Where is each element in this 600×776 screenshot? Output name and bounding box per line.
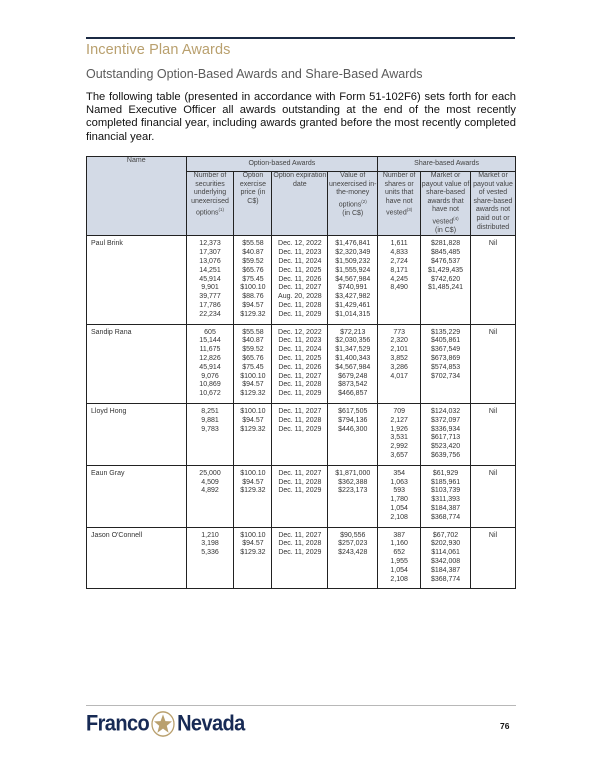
header-column-label: Number of shares or units that have not vested [382,172,416,217]
footnote-marker: (2) [361,198,367,204]
cell-value: Dec. 11, 2026 [278,363,322,371]
awards-table [86,156,516,589]
cell-value: $446,300 [338,425,368,433]
cell-value: Aug. 20, 2028 [278,293,322,301]
cell-value: Dec. 11, 2024 [278,258,322,266]
cell-value: Dec. 12, 2022 [278,240,322,248]
cell-value: $336,934 [430,425,461,433]
cell-value: $103,739 [430,487,461,495]
cell-unvested-value [421,527,471,589]
cell-value: $75.45 [242,363,264,371]
cell-value: $100.10 [240,531,266,539]
cell-value: Dec. 11, 2029 [278,549,322,557]
cell-value: $1,555,924 [335,266,371,274]
cell-value: Dec. 11, 2027 [278,469,322,477]
cell-value: 8,251 [201,408,219,416]
section-subheading: Outstanding Option-Based Awards and Share-Based Awards [86,67,423,81]
cell-value: 1,160 [390,540,408,548]
cell-value: $55.58 [242,240,264,248]
executive-name: Paul Brink [87,236,187,324]
cell-vested-value: Nil [471,465,516,527]
cell-value: $100.10 [240,408,266,416]
cell-value: 4,892 [201,487,219,495]
cell-unvested-value [421,465,471,527]
cell-value: $59.52 [242,258,264,266]
cell-value: $2,320,349 [335,249,371,257]
cell-value: 1,063 [390,478,408,486]
header-column-label: Number of securities underlying unexercised options [191,172,229,217]
header-column-unit: (in C$) [342,209,364,217]
star-icon [151,711,175,737]
logo-text-right: Nevada [177,711,245,736]
cell-value: Dec. 11, 2029 [278,487,322,495]
cell-value: $742,620 [430,275,461,283]
cell-value: 387 [393,531,405,539]
cell-value: Dec. 11, 2025 [278,266,322,274]
cell-value: 2,992 [390,443,408,451]
cell-value: 1,955 [390,557,408,565]
cell-value: Dec. 11, 2026 [278,275,322,283]
cell-expiry [272,324,328,403]
cell-value: $523,420 [430,443,461,451]
cell-value: 605 [204,328,216,336]
cell-value: Dec. 11, 2027 [278,372,322,380]
cell-value: 17,307 [199,249,221,257]
table-body [87,236,516,589]
cell-option-value [328,527,378,589]
cell-vested-value: Nil [471,527,516,589]
cell-expiry [272,527,328,589]
cell-value: 1,054 [390,566,408,574]
cell-value: $243,428 [338,549,368,557]
cell-value: $873,542 [338,381,368,389]
cell-value: 5,336 [201,549,219,557]
cell-value: $4,567,984 [335,275,371,283]
cell-value: Dec. 11, 2029 [278,390,322,398]
cell-value: 3,657 [390,452,408,460]
cell-value: $342,008 [430,557,461,565]
cell-value: Dec. 11, 2029 [278,310,322,318]
footnote-marker: (3) [406,207,413,213]
cell-unvested-shares [378,236,421,324]
header-share-group: Share-based Awards [378,157,516,172]
cell-value: Dec. 11, 2025 [278,355,322,363]
cell-value: 45,914 [199,363,221,371]
franco-nevada-logo [86,711,245,737]
cell-value: 11,675 [199,346,221,354]
cell-option-value [328,236,378,324]
cell-value: $1,509,232 [335,258,371,266]
header-column [272,172,328,236]
cell-value: Dec. 11, 2023 [278,337,322,345]
cell-securities [186,324,234,403]
cell-value: 1,611 [390,240,408,248]
cell-value: Dec. 11, 2028 [278,381,322,389]
cell-value: $124,032 [430,408,461,416]
cell-option-value [328,324,378,403]
cell-price [234,236,272,324]
cell-value: 1,926 [390,425,408,433]
cell-value: 13,076 [199,258,221,266]
cell-value: 12,826 [199,355,221,363]
cell-value: 9,901 [201,284,219,292]
cell-value: 4,017 [390,372,408,380]
cell-value: Dec. 11, 2023 [278,249,322,257]
cell-value: 1,054 [390,505,408,512]
cell-value: $702,734 [430,372,461,380]
cell-value: 39,777 [199,293,221,301]
cell-value: $65.76 [242,266,264,274]
cell-value: $72,213 [340,328,366,336]
cell-value: $574,853 [430,363,461,371]
cell-value: $367,549 [430,346,461,354]
cell-value: $1,485,241 [428,284,464,292]
cell-value: 3,852 [390,355,408,363]
cell-value: 1,210 [201,531,219,539]
cell-expiry [272,465,328,527]
executive-name: Sandip Rana [87,324,187,403]
cell-value: $679,248 [338,372,368,380]
cell-value: $67,702 [432,531,459,539]
cell-value: Dec. 11, 2028 [278,478,322,486]
cell-value: 1,780 [390,496,408,504]
cell-value: 2,101 [390,346,408,354]
cell-value: Dec. 11, 2028 [278,416,322,424]
cell-value: 17,786 [199,302,221,310]
cell-value: 8,490 [390,284,408,292]
page-number: 76 [500,721,510,731]
cell-value: $94.57 [242,540,264,548]
table-row [87,404,516,466]
header-column-label: Market or payout value of vested share-based awards not paid out or distributed [473,172,513,231]
cell-value: 10,869 [199,381,221,389]
cell-value: 9,076 [201,372,219,380]
cell-value: 10,672 [199,390,221,398]
cell-value: Dec. 11, 2027 [278,408,322,416]
cell-value: $3,427,982 [335,293,371,301]
cell-value: $129.32 [240,310,266,318]
header-column-unit: (in C$) [435,226,457,234]
cell-value: 2,127 [390,416,408,424]
cell-option-value [328,465,378,527]
cell-value: $61,929 [432,469,459,477]
table-row [87,236,516,324]
cell-securities [186,404,234,466]
cell-unvested-shares [378,324,421,403]
cell-unvested-value [421,324,471,403]
cell-value: $88.76 [242,293,264,301]
cell-value: $202,930 [430,540,461,548]
cell-value: 2,320 [390,337,408,345]
table-row [87,324,516,403]
footnote-marker: (1) [218,207,225,213]
cell-value: $1,429,461 [335,302,371,310]
cell-value: 3,286 [390,363,408,371]
cell-value: $129.32 [240,425,266,433]
header-column [186,172,234,236]
cell-vested-value: Nil [471,324,516,403]
cell-value: $257,023 [338,540,368,548]
cell-value: 45,914 [199,275,221,283]
cell-value: $94.57 [242,302,264,310]
cell-value: $129.32 [240,549,266,557]
cell-value: 15,144 [199,337,221,345]
cell-value: $129.32 [240,390,266,398]
cell-value: 9,783 [201,425,219,433]
cell-value: $90,556 [340,531,366,539]
cell-value: Dec. 11, 2028 [278,302,322,310]
header-column [471,172,516,236]
cell-price [234,527,272,589]
cell-value: 4,833 [390,249,408,257]
cell-value: $94.57 [242,478,264,486]
cell-value: 593 [393,487,405,495]
cell-value: 8,171 [390,266,408,274]
cell-price [234,465,272,527]
cell-value: $94.57 [242,416,264,424]
cell-unvested-shares [378,465,421,527]
cell-value: $1,347,529 [335,346,371,354]
cell-expiry [272,236,328,324]
cell-value: $368,774 [430,575,461,583]
executive-name: Jason O'Connell [87,527,187,589]
cell-value: $223,173 [338,487,368,495]
cell-value: $368,774 [430,513,461,521]
cell-value: $1,476,841 [335,240,371,248]
cell-value: $185,961 [430,478,461,486]
executive-name: Lloyd Hong [87,404,187,466]
cell-value: $129.32 [240,487,266,495]
cell-securities [186,527,234,589]
cell-value: 354 [393,469,405,477]
cell-value: $476,537 [430,258,461,266]
cell-value: $100.10 [240,469,266,477]
cell-value: $94.57 [242,381,264,389]
cell-securities [186,236,234,324]
cell-value: $845,485 [430,249,461,257]
cell-unvested-shares [378,404,421,466]
header-column [421,172,471,236]
header-column [328,172,378,236]
cell-value: 652 [393,549,405,557]
cell-unvested-value [421,236,471,324]
intro-paragraph: The following table (presented in accordance with Form 51-102F6) sets forth for each Named Executive Officer all awards outstanding at the end of the most recently completed financial year, including awards granted before the most recently completed financial year. [86,91,516,143]
header-name: Name [87,157,187,236]
cell-value: $740,991 [338,284,368,292]
top-rule [86,37,515,39]
cell-value: $362,388 [338,478,368,486]
cell-unvested-shares [378,527,421,589]
cell-value: $65.76 [242,355,264,363]
cell-value: 2,724 [390,258,408,266]
cell-value: $281,828 [430,240,461,248]
header-option-group: Option-based Awards [186,157,378,172]
cell-value: $639,756 [430,452,461,460]
cell-value: $100.10 [240,372,266,380]
logo-text-left: Franco [86,711,150,736]
cell-value: 25,000 [199,469,221,477]
cell-value: 4,245 [390,275,408,283]
cell-value: $4,567,984 [335,363,371,371]
cell-value: $617,713 [430,434,461,442]
cell-value: $2,030,356 [335,337,371,345]
cell-value: 9,881 [201,416,219,424]
cell-value: Dec. 11, 2028 [278,540,322,548]
header-column-label: Option expiration date [273,172,327,188]
cell-value: 2,108 [390,575,408,583]
cell-value: Dec. 11, 2029 [278,425,322,433]
cell-value: $405,861 [430,337,461,345]
cell-value: $40.87 [242,249,264,257]
header-column-label: Option exercise price (in C$) [239,172,266,205]
cell-value: Dec. 11, 2024 [278,346,322,354]
executive-name: Eaun Gray [87,465,187,527]
footnote-marker: (4) [453,215,459,221]
cell-value: $1,014,315 [335,310,371,318]
cell-value: Dec. 11, 2027 [278,531,322,539]
cell-value: $75.45 [242,275,264,283]
cell-value: $55.58 [242,328,264,336]
cell-value: $673,869 [430,355,461,363]
footer-rule [86,705,516,706]
cell-value: 3,198 [201,540,219,548]
cell-value: $59.52 [242,346,264,354]
cell-value: $40.87 [242,337,264,345]
cell-value: Dec. 11, 2027 [278,284,322,292]
header-column [234,172,272,236]
table-row [87,527,516,589]
cell-value: 12,373 [199,240,221,248]
cell-value: $184,387 [430,505,461,512]
header-column-label: Value of unexercised in-the-money options [329,172,377,209]
cell-value: $1,871,000 [335,469,371,477]
cell-value: 3,531 [390,434,408,442]
cell-unvested-value [421,404,471,466]
header-column-label: Market or payout value of share-based awards that have not vested [421,172,470,226]
cell-value: 4,509 [201,478,219,486]
cell-value: $1,429,435 [428,266,464,274]
cell-value: $1,400,343 [335,355,371,363]
cell-value: 14,251 [199,266,221,274]
cell-value: $184,387 [430,566,461,574]
cell-expiry [272,404,328,466]
cell-option-value [328,404,378,466]
cell-value: $135,229 [430,328,461,336]
cell-securities [186,465,234,527]
cell-value: 709 [393,408,405,416]
table-row [87,465,516,527]
cell-value: $466,857 [338,390,368,398]
cell-value: $311,393 [431,496,460,504]
section-heading: Incentive Plan Awards [86,42,231,58]
cell-price [234,404,272,466]
header-column [378,172,421,236]
cell-price [234,324,272,403]
cell-value: $372,097 [430,416,461,424]
cell-value: $794,136 [338,416,368,424]
cell-value: 2,108 [390,513,408,521]
cell-value: Dec. 12, 2022 [278,328,322,336]
cell-value: $617,505 [338,408,368,416]
cell-value: 773 [393,328,405,336]
cell-vested-value: Nil [471,236,516,324]
cell-vested-value: Nil [471,404,516,466]
cell-value: $100.10 [240,284,266,292]
cell-value: 22,234 [199,310,221,318]
cell-value: $114,061 [431,549,460,557]
